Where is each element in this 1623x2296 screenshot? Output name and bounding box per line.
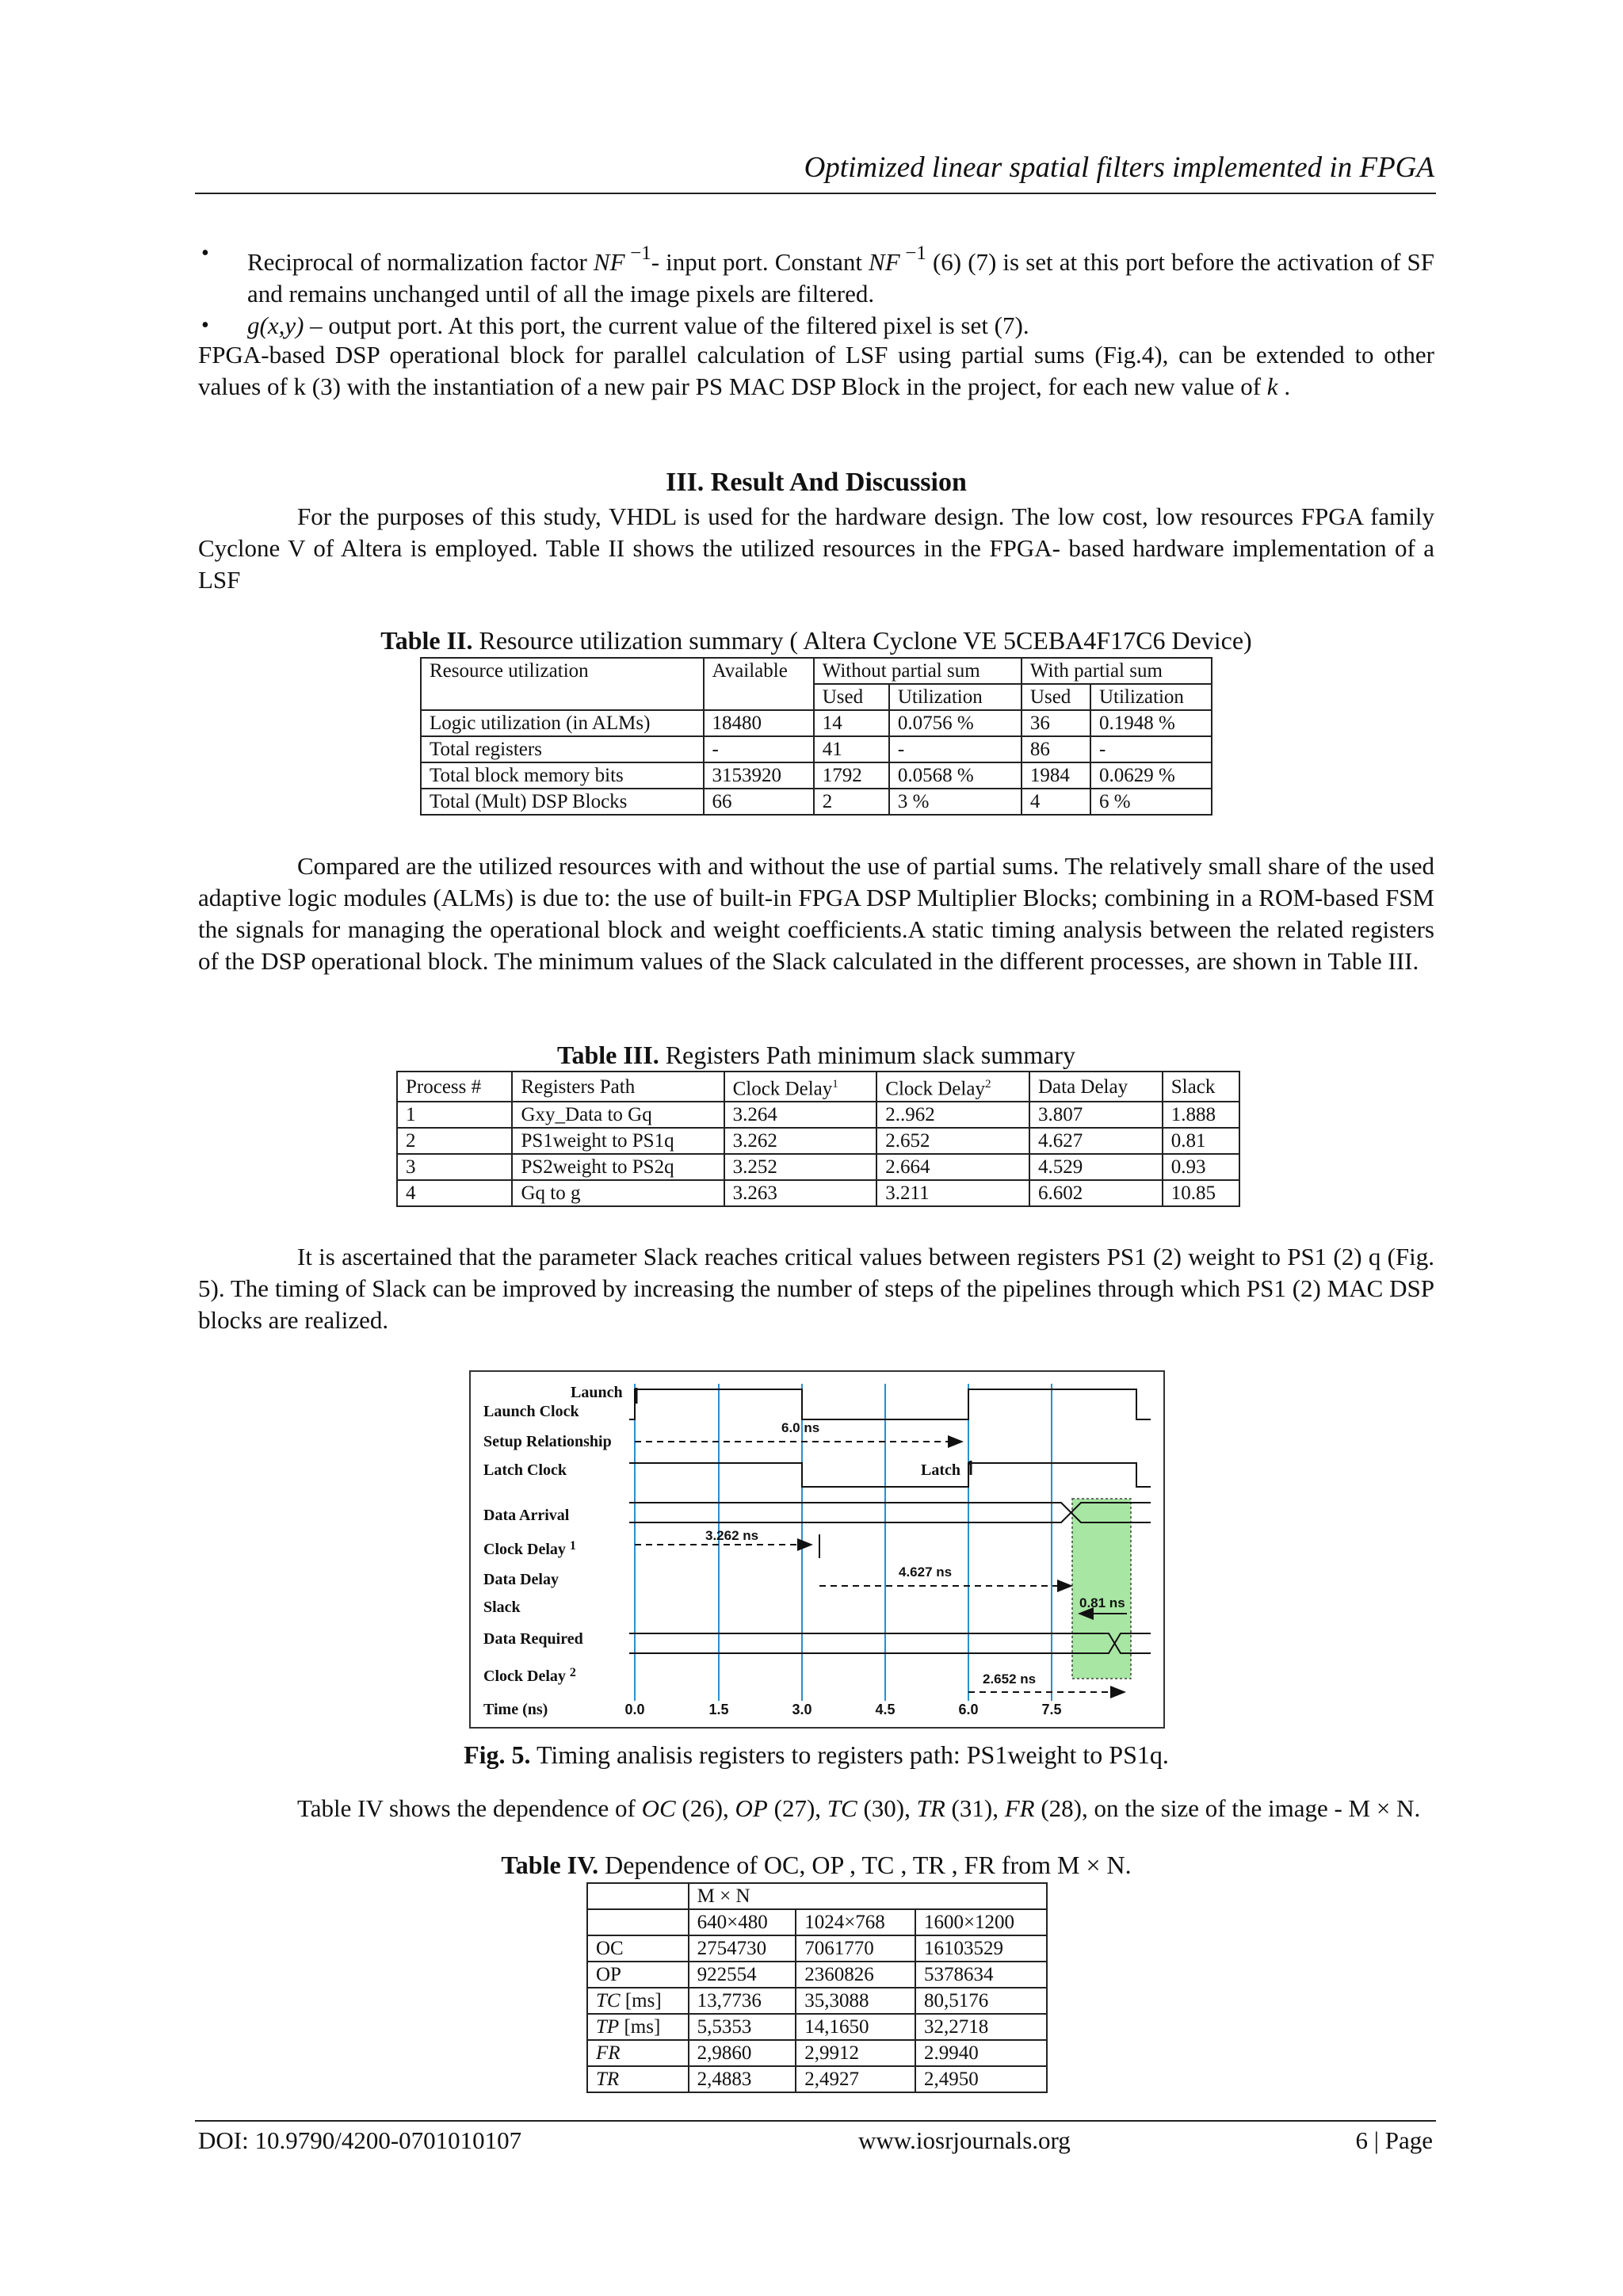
table-row: 2 PS1weight to PS1q 3.262 2.652 4.627 0.81 xyxy=(397,1128,1239,1154)
table-row: Total block memory bits 3153920 1792 0.0568 % 1984 0.0629 % xyxy=(421,762,1212,789)
table-row: OP 922554 2360826 5378634 xyxy=(587,1962,1047,1988)
table-row: FR 2,9860 2,9912 2.9940 xyxy=(587,2040,1047,2066)
table2 xyxy=(420,657,1212,816)
time-tick: 1.5 xyxy=(708,1702,729,1717)
table-header: Utilization xyxy=(889,684,1022,710)
paragraph-table4: Table IV shows the dependence of OC (26), OP (27), TC (30), TR (31), FR (28), on the size of the image - M × N. xyxy=(297,1794,1421,1822)
table-row: 4 Gq to g 3.263 3.211 6.602 10.85 xyxy=(397,1180,1239,1206)
table-header: Utilization xyxy=(1090,684,1212,710)
data-arrival-label: Data Arrival xyxy=(483,1507,570,1524)
port-list xyxy=(198,238,1434,342)
paragraph-fpga: FPGA-based DSP operational block for parallel calculation of LSF using partial sums (Fig.4), can be extended to other values of k (3) with the instantiation of a new pair PS MAC DSP Block in the project, for each new value of k . xyxy=(198,341,1434,400)
section-title: III. Result And Discussion xyxy=(666,468,967,497)
table4 xyxy=(586,1882,1048,2093)
table-row: TR 2,4883 2,4927 2,4950 xyxy=(587,2066,1047,2092)
table4-caption: Table IV. Dependence of OC, OP , TC , TR , FR from M × N. xyxy=(501,1851,1132,1879)
table-header: Used xyxy=(1022,684,1090,710)
data-required-label: Data Required xyxy=(483,1630,583,1648)
time-tick: 7.5 xyxy=(1041,1702,1062,1717)
launch-label: Launch xyxy=(571,1384,623,1401)
setup-value: 6.0 ns xyxy=(781,1420,820,1435)
launch-clock-wave xyxy=(629,1389,1151,1419)
figure5-caption: Fig. 5. Timing analisis registers to registers path: PS1weight to PS1q. xyxy=(464,1740,1169,1769)
table-row: TP [ms] 5,5353 14,1650 32,2718 xyxy=(587,2014,1047,2040)
list-item: • g(x,y) – output port. At this port, the current value of the filtered pixel is set (7). xyxy=(198,310,1434,342)
running-title: Optimized linear spatial filters implemented in FPGA xyxy=(804,151,1434,184)
time-axis-label: Time (ns) xyxy=(483,1701,548,1718)
table-row: Logic utilization (in ALMs) 18480 14 0.0756 % 36 0.1948 % xyxy=(421,710,1212,736)
footer-website-link[interactable]: www.iosrjournals.org xyxy=(858,2126,1071,2154)
list-item: • Reciprocal of normalization factor NF $^{-1}$- input port. Constant NF $^{-1}$ (6) (7) is set at this port before the activation of SF and remains unchanged until of all the image pixels are filtered. xyxy=(198,238,1434,310)
table-header: Used xyxy=(814,684,889,710)
latch-clock-wave xyxy=(629,1463,1151,1487)
paragraph-results: For the purposes of this study, VHDL is used for the hardware design. The low cost, low resources FPGA family Cyclone V of Altera is employed. Table II shows the utilized resources in the FPGA- based hardware implementation of a LSF xyxy=(198,502,1434,594)
time-tick: 0.0 xyxy=(624,1702,645,1717)
clock-delay2-label: Clock Delay $^2$ xyxy=(483,1666,576,1685)
data-delay-label: Data Delay xyxy=(483,1571,559,1588)
table-header-row: 640×480 1024×768 1600×1200 xyxy=(587,1909,1047,1935)
launch-clock-label: Launch Clock xyxy=(483,1403,579,1420)
slack-value: 0.81 ns xyxy=(1079,1595,1125,1610)
timing-diagram xyxy=(469,1370,1165,1729)
clock-delay1-label: Clock Delay $^1$ xyxy=(483,1539,576,1558)
table-header: With partial sum xyxy=(1022,658,1212,684)
footer-doi: DOI: 10.9790/4200-0701010107 xyxy=(198,2126,522,2154)
table-row: Total (Mult) DSP Blocks 66 2 3 % 4 6 % xyxy=(421,789,1212,815)
setup-label: Setup Relationship xyxy=(483,1433,612,1450)
footer-page-number: 6 | Page xyxy=(1355,2126,1433,2154)
header-rule xyxy=(195,193,1436,194)
latch-clock-label: Latch Clock xyxy=(483,1461,567,1479)
slack-label: Slack xyxy=(483,1599,521,1616)
clock-delay2-value: 2.652 ns xyxy=(983,1671,1037,1687)
footer-rule xyxy=(195,2120,1436,2122)
table-header: M × N xyxy=(689,1883,1047,1909)
time-tick: 6.0 xyxy=(958,1702,979,1717)
table-header-row: Process # Registers Path Clock Delay$^1$ Clock Delay$^2$ Data Delay Slack xyxy=(397,1072,1239,1102)
slack-highlight xyxy=(1072,1499,1131,1679)
paragraph-compared: Compared are the utilized resources with and without the use of partial sums. The relatively small share of the used adaptive logic modules (ALMs) is due to: the use of built-in FPGA DSP Multiplier Blocks; combining in a ROM-based FSM the signals for managing the operational block and weight coefficients.A static timing analysis between the related registers of the DSP operational block. The minimum values of the Slack calculated in the different processes, are shown in Table III. xyxy=(198,852,1434,975)
timing-diagram-svg xyxy=(471,1372,1167,1730)
table3 xyxy=(396,1071,1240,1207)
paragraph-slack: It is ascertained that the parameter Slack reaches critical values between registers PS1 (2) weight to PS1 (2) q (Fig. 5). The timing of Slack can be improved by increasing the number of steps of the pipelines through which PS1 (2) MAC DSP blocks are realized. xyxy=(198,1243,1434,1334)
data-delay-value: 4.627 ns xyxy=(899,1564,953,1580)
table-row: TC [ms] 13,7736 35,3088 80,5176 xyxy=(587,1988,1047,2014)
time-tick: 4.5 xyxy=(875,1702,896,1717)
table2-caption: Table II. Resource utilization summary ( Altera Cyclone VE 5CEBA4F17C6 Device) xyxy=(380,626,1252,655)
table-row: OC 2754730 7061770 16103529 xyxy=(587,1935,1047,1962)
table-row: Total registers - 41 - 86 - xyxy=(421,736,1212,762)
table-row: 1 Gxy_Data to Gq 3.264 2..962 3.807 1.888 xyxy=(397,1102,1239,1128)
table-row: 3 PS2weight to PS2q 3.252 2.664 4.529 0.93 xyxy=(397,1154,1239,1180)
clock-delay1-value: 3.262 ns xyxy=(705,1528,759,1543)
table-header: Available xyxy=(704,658,814,710)
table-header: Resource utilization xyxy=(421,658,704,710)
latch-label: Latch xyxy=(921,1461,960,1479)
table-header: Without partial sum xyxy=(814,658,1022,684)
time-tick: 3.0 xyxy=(792,1702,812,1717)
table3-caption: Table III. Registers Path minimum slack summary xyxy=(557,1041,1075,1069)
